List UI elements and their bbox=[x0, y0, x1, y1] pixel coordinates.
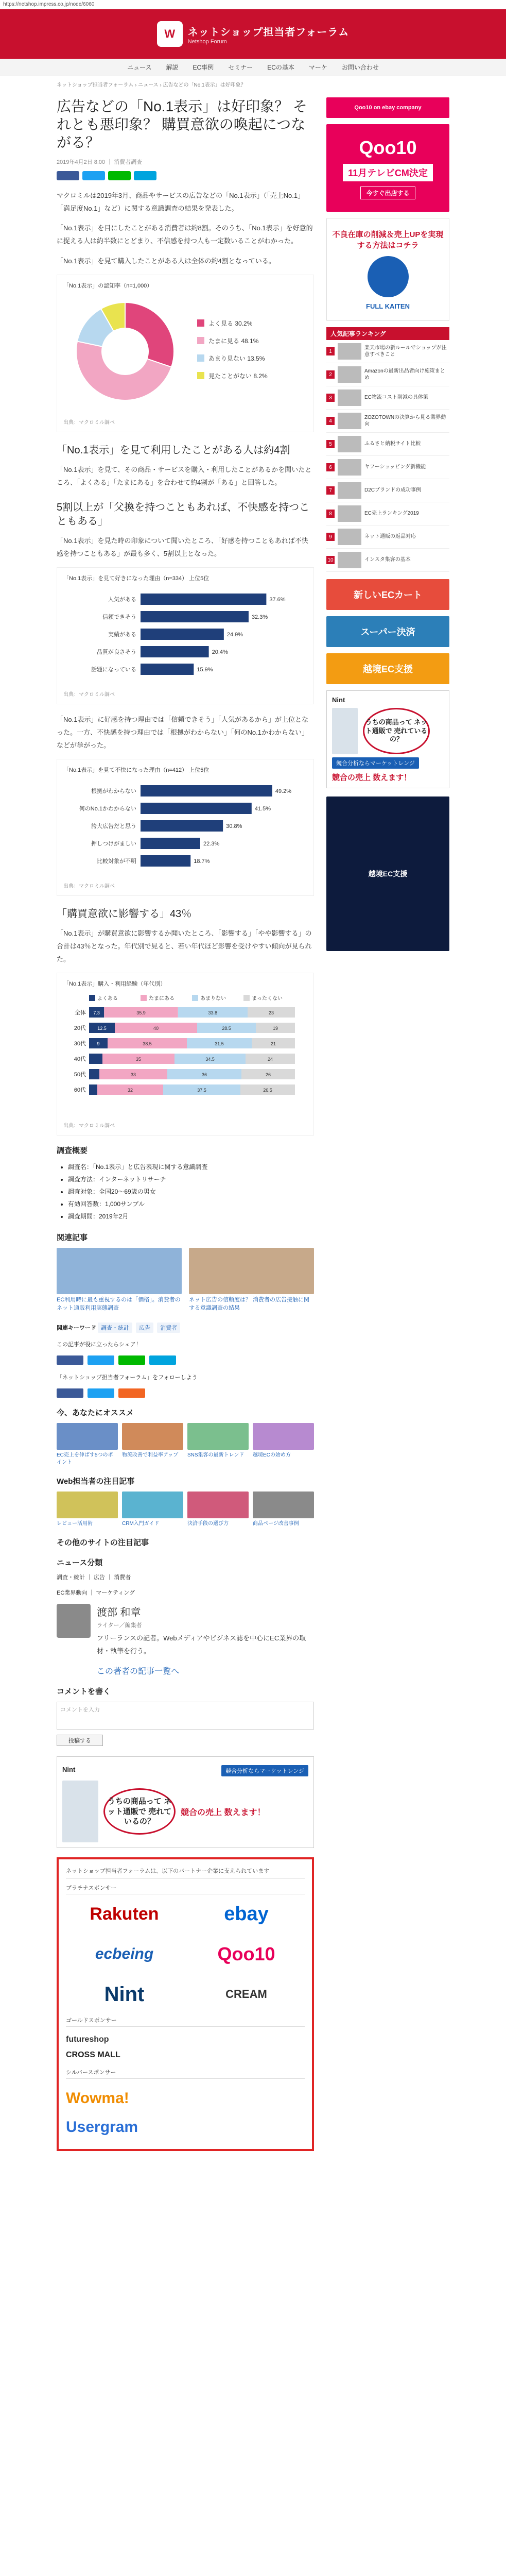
intro-paragraph: 「No.1表示」を目にしたことがある消費者は約8割。そのうち、「No.1表示」を好意的に捉える人は約半数にとどまり、不信感を持つ人も一定数いることがわかった。 bbox=[57, 224, 313, 245]
chart-title: 「No.1表示」を見て不快になった理由（n=412） 上位5位 bbox=[63, 767, 210, 774]
related-title[interactable]: ネット広告の信頼度は？ 消費者の広告接触に関する意識調査の結果 bbox=[189, 1297, 310, 1311]
legend-label: よく見る 30.2% bbox=[208, 320, 253, 328]
bar bbox=[141, 646, 209, 657]
partner-tier: プラチナスポンサー bbox=[66, 1884, 305, 1894]
legend-swatch bbox=[243, 995, 250, 1001]
site-name: ネットショップ担当者フォーラム bbox=[187, 26, 350, 38]
bar-value-label: 7.3 bbox=[93, 1010, 100, 1016]
ranking-thumb[interactable] bbox=[338, 505, 361, 522]
bar bbox=[141, 820, 223, 832]
section-heading: 5割以上が「父換を持つこともあれば、不快感を持つこともある」 bbox=[57, 501, 310, 527]
keyword-tag[interactable]: 消費者 bbox=[157, 1323, 180, 1333]
facebook-share-button[interactable] bbox=[57, 171, 79, 180]
bar-value-label: 30.8% bbox=[226, 823, 242, 830]
follow-row bbox=[57, 1388, 314, 1398]
legend-swatch bbox=[197, 319, 204, 327]
partner-heading: ネットショップ担当者フォーラムは、以下のパートナー企業に支えられています bbox=[66, 1867, 305, 1878]
keyword-tags bbox=[57, 1323, 314, 1333]
recommend-title[interactable]: 物流改善で利益率アップ bbox=[122, 1452, 179, 1459]
recommend-title[interactable]: CRM入門ガイド bbox=[122, 1521, 160, 1527]
recommend-card[interactable] bbox=[253, 1423, 314, 1466]
bar-category-label: 比較対象が不明 bbox=[97, 858, 136, 865]
nint-brand: Nint bbox=[62, 1765, 76, 1773]
bar-value-label: 49.2% bbox=[275, 788, 292, 795]
follow-prompt: 「ネットショップ担当者フォーラム」をフォローしよう bbox=[57, 1375, 198, 1381]
bar-value-label: 28.5 bbox=[222, 1026, 231, 1031]
section-paragraph: 「No.1表示」を見た時の印象について聞いたところ、「好感を持つこともあれば不快感を持つこともある」が最も多く、5割以上となった。 bbox=[57, 536, 308, 557]
comment-input[interactable]: コメントを入力 bbox=[57, 1702, 314, 1730]
legend-swatch bbox=[197, 337, 204, 344]
legend-swatch bbox=[197, 354, 204, 362]
share-prompt: この記事が役に立ったらシェア！ bbox=[57, 1342, 142, 1348]
bar-value-label: 31.5 bbox=[215, 1041, 224, 1047]
recommend-title[interactable]: 越境ECの始め方 bbox=[253, 1452, 291, 1459]
news-links-heading: ニュース分類 bbox=[57, 1558, 103, 1568]
related-title[interactable]: EC利用時に最も重視するのは「価格」。消費者のネット通販利用実態調査 bbox=[57, 1297, 181, 1311]
recommend-heading: Web担当者の注目記事 bbox=[57, 1477, 135, 1486]
line-share-button[interactable] bbox=[118, 1355, 145, 1365]
site-header bbox=[0, 9, 506, 59]
author-name[interactable]: 渡部 和章 bbox=[97, 1607, 141, 1619]
chart-title: 「No.1表示」購入・利用経験（年代別） bbox=[63, 981, 166, 988]
survey-item: • 調査期間：2019年2月 bbox=[68, 1210, 314, 1223]
ranking-item[interactable]: 4 ZOZOTOWNの決算から見る業界動向 bbox=[326, 410, 449, 433]
hatena-share-button[interactable] bbox=[134, 171, 156, 180]
nint-ad-inline[interactable] bbox=[57, 1756, 314, 1848]
fullkaiten-logo: FULL KAITEN bbox=[366, 302, 410, 310]
ranking-thumb[interactable] bbox=[338, 389, 361, 406]
recommend-heading: 今、あなたにオススメ bbox=[57, 1409, 134, 1418]
partner-logo[interactable]: Nint bbox=[104, 1982, 145, 2006]
survey-list bbox=[57, 1161, 314, 1223]
recommend-grid bbox=[57, 1423, 314, 1466]
chart-title: 「No.1表示」の認知率（n=1,000） bbox=[63, 283, 153, 290]
bar-category-label: 40代 bbox=[74, 1056, 86, 1063]
ranking-thumb[interactable] bbox=[338, 436, 361, 452]
section-paragraph: 「No.1表示」に好感を持つ理由では「信頼できそう」「人気があるから」が上位となった。一方、不快感を持つ理由では「根拠がわからない」「何のNo.1かわからない」などが挙がった。 bbox=[57, 716, 308, 749]
section-paragraph: 「No.1表示」が購買意欲に影響するか聞いたところ、「影響する」「やや影響する」の合計は43％となった。年代別で見ると、若い年代ほど影響を受けやすい傾向が見られた。 bbox=[57, 929, 312, 963]
author-box bbox=[57, 1604, 314, 1676]
bar-value-label: 21 bbox=[270, 1041, 276, 1047]
sidebar-banner[interactable]: 新しいECカート bbox=[326, 579, 449, 610]
comment-heading: コメントを書く bbox=[57, 1687, 111, 1697]
fullkaiten-copy: 不良在庫の削減＆売上UPを実現する方法はコチラ bbox=[332, 230, 444, 250]
related-thumb[interactable] bbox=[57, 1248, 182, 1294]
ranking-block bbox=[326, 327, 449, 572]
facebook-share-button[interactable] bbox=[57, 1355, 83, 1365]
survey-item: • 調査名：「No.1表示」と広告表現に関する意識調査 bbox=[68, 1161, 314, 1173]
line-share-button[interactable] bbox=[108, 171, 131, 180]
bar-chart-box bbox=[57, 567, 314, 704]
related-card[interactable] bbox=[57, 1248, 182, 1312]
nint-illustration bbox=[332, 708, 358, 754]
recommend-thumb[interactable] bbox=[57, 1423, 118, 1450]
bar-value-label: 35.9 bbox=[136, 1010, 146, 1016]
bar-category-label: 信頼できそう bbox=[102, 614, 136, 621]
bar-value-label: 26.5 bbox=[263, 1088, 272, 1093]
bar-category-label: 話題になっている bbox=[91, 667, 136, 673]
qoo10-cta-button[interactable]: 今すぐ出店する bbox=[360, 187, 415, 199]
bar-value-label: 22.3% bbox=[203, 841, 220, 848]
global-nav bbox=[0, 59, 506, 76]
nav-item[interactable]: ニュース bbox=[127, 64, 152, 71]
partner-logos bbox=[66, 1900, 305, 2009]
intro-paragraph: マクロミルは2019年3月、商品やサービスの広告などの「No.1表示」（「売上No.1」「満足度No.1」など）に関する意識調査の結果を発表した。 bbox=[57, 192, 305, 212]
legend-label: たまに見る 48.1% bbox=[208, 337, 259, 345]
bar-value-label: 32 bbox=[127, 1088, 133, 1093]
recommend-thumb[interactable] bbox=[122, 1492, 183, 1518]
nint-copy: うちの商品って ネット通販で 売れているの？ bbox=[103, 1788, 176, 1835]
stacked-bar-segment bbox=[89, 1084, 97, 1095]
partner-tier: ゴールドスポンサー bbox=[66, 2016, 305, 2027]
nav-item[interactable]: マーケ bbox=[308, 64, 327, 71]
bar-category-label: 60代 bbox=[74, 1087, 86, 1094]
legend-label: たまにある bbox=[149, 996, 175, 1002]
bar-value-label: 35 bbox=[135, 1057, 142, 1062]
ranking-thumb[interactable] bbox=[338, 366, 361, 383]
article-meta: 2019年4月2日 8:00 ｜ 消費者調査 bbox=[57, 159, 143, 165]
pie-chart bbox=[63, 294, 305, 412]
bar-value-label: 20.4% bbox=[212, 649, 228, 656]
recommend-title[interactable]: レビュー活用術 bbox=[57, 1521, 93, 1527]
ranking-item[interactable]: 8 EC売上ランキング2019 bbox=[326, 502, 449, 526]
partner-logo[interactable]: futureshop bbox=[66, 2035, 109, 2044]
related-card[interactable] bbox=[189, 1248, 314, 1312]
ranking-heading: 人気記事ランキング bbox=[326, 327, 449, 340]
bar bbox=[141, 803, 252, 814]
bar-value-label: 40 bbox=[153, 1026, 159, 1031]
nint-copy2: 競合の売上 数えます！ bbox=[332, 773, 412, 782]
bar-value-label: 38.5 bbox=[143, 1041, 152, 1047]
ranking-thumb[interactable] bbox=[338, 459, 361, 476]
fullkaiten-mascot-icon bbox=[368, 256, 409, 297]
bar-category-label: 20代 bbox=[74, 1025, 86, 1032]
breadcrumb[interactable]: ネットショップ担当者フォーラム › ニュース › 広告などの「No.1表示」は好印象？ bbox=[57, 82, 246, 88]
bar-value-label: 15.9% bbox=[197, 667, 213, 673]
nint-brand: Nint bbox=[332, 696, 345, 704]
qoo10-logo: Qoo10 bbox=[359, 137, 417, 158]
chart-source: 出典：マクロミル調べ bbox=[63, 1123, 115, 1129]
bar bbox=[141, 855, 190, 867]
bar-value-label: 24.9% bbox=[226, 632, 243, 638]
nint-ad-sidebar[interactable] bbox=[326, 690, 449, 788]
legend-swatch bbox=[192, 995, 198, 1001]
keyword-heading: 関連キーワード bbox=[57, 1325, 96, 1332]
site-tagline: Netshop Forum bbox=[187, 38, 227, 45]
partner-logo[interactable]: ebay bbox=[224, 1903, 269, 1925]
ranking-item[interactable]: 9 ネット通販の返品対応 bbox=[326, 526, 449, 549]
pie-slice bbox=[125, 302, 174, 367]
recommend-thumb[interactable] bbox=[187, 1423, 249, 1450]
hatena-share-button[interactable] bbox=[149, 1355, 176, 1365]
legend-label: まったくない bbox=[252, 996, 283, 1002]
qoo10-sub: 11月テレビCM決定 bbox=[343, 164, 433, 181]
bar-value-label: 23 bbox=[268, 1010, 274, 1016]
partner-logo[interactable]: Qoo10 bbox=[217, 1943, 275, 1965]
recommend-title[interactable]: EC売上を伸ばす5つのポイント bbox=[57, 1452, 113, 1466]
section-paragraph: 「No.1表示」を見て、その商品・サービスを購入・利用したことがあるかを聞いたところ、「よくある」「たまにある」を合わせて約4割が「ある」と回答した。 bbox=[57, 466, 312, 487]
site-logo-icon[interactable]: W bbox=[157, 21, 183, 47]
nint-tag: 競合分析ならマーケットレンジ bbox=[332, 757, 419, 769]
bar-value-label: 41.5% bbox=[254, 806, 271, 812]
bar bbox=[141, 611, 249, 622]
legend-label: あまりない bbox=[200, 996, 226, 1002]
bar-category-label: 品質が良さそう bbox=[97, 649, 136, 656]
sidebar bbox=[326, 92, 449, 2172]
bar-category-label: 30代 bbox=[74, 1041, 86, 1047]
partner-logo[interactable]: Wowma! bbox=[66, 2090, 129, 2107]
bar-category-label: 何のNo.1かわからない bbox=[79, 806, 136, 812]
bar-value-label: 33 bbox=[130, 1072, 136, 1078]
bar-category-label: 全体 bbox=[75, 1010, 86, 1016]
bar-chart-box bbox=[57, 759, 314, 896]
partner-box bbox=[57, 1857, 314, 2151]
recommend-heading: その他のサイトの注目記事 bbox=[57, 1538, 149, 1548]
chart-source: 出典：マクロミル調べ bbox=[63, 884, 115, 890]
ranking-thumb[interactable] bbox=[338, 552, 361, 568]
related-articles bbox=[57, 1248, 314, 1312]
ranking-thumb[interactable] bbox=[338, 343, 361, 360]
partner-tier: シルバースポンサー bbox=[66, 2068, 305, 2079]
recommend-grid bbox=[57, 1492, 314, 1528]
legend-swatch bbox=[197, 372, 204, 379]
related-heading: 関連記事 bbox=[57, 1233, 88, 1243]
nint-illustration bbox=[62, 1781, 98, 1842]
bar-category-label: 誇大広告だと思う bbox=[91, 823, 136, 830]
recommend-card[interactable] bbox=[57, 1423, 118, 1466]
author-bio: フリーランスの記者。Webメディアやビジネス誌を中心にEC業界の取材・執筆を行う。 bbox=[97, 1634, 306, 1655]
news-links-row[interactable]: 調査・統計 ｜ 広告 ｜ 消費者 bbox=[57, 1574, 131, 1581]
sidebar-banner[interactable]: 越境EC支援 bbox=[326, 653, 449, 684]
ranking-item[interactable]: 1 楽天市場の新ルールでショップが注意すべきこと bbox=[326, 340, 449, 363]
share-row bbox=[57, 1355, 314, 1365]
stacked-chart-box bbox=[57, 973, 314, 1136]
sidebar-dark-ad[interactable]: 越境EC支援 bbox=[326, 796, 449, 951]
partner-logo[interactable]: Rakuten bbox=[90, 1904, 159, 1924]
ranking-item[interactable]: 7 D2Cブランドの成功事例 bbox=[326, 479, 449, 502]
legend-swatch bbox=[89, 995, 95, 1001]
article-title: 広告などの「No.1表示」は好印象？ それとも悪印象？ 購買意欲の喚起につながる？ bbox=[57, 98, 307, 150]
twitter-share-button[interactable] bbox=[88, 1355, 114, 1365]
author-articles-link[interactable]: この著者の記事一覧へ bbox=[97, 1667, 180, 1676]
nav-item[interactable]: EC事例 bbox=[193, 64, 214, 71]
recommend-thumb[interactable] bbox=[57, 1492, 118, 1518]
news-links-row[interactable]: EC業界動向 ｜ マーケティング bbox=[57, 1590, 135, 1597]
ranking-item[interactable]: 3 EC物流コスト削減の具体策 bbox=[326, 386, 449, 410]
author-role: ライター／編集者 bbox=[97, 1622, 142, 1629]
nav-item[interactable]: 解説 bbox=[166, 64, 179, 71]
avatar bbox=[57, 1604, 91, 1638]
qoo10-ad[interactable] bbox=[326, 124, 449, 212]
bar-category-label: 根拠がわからない bbox=[91, 788, 136, 795]
ranking-item[interactable]: 5 ふるさと納税サイト比較 bbox=[326, 433, 449, 456]
bar-value-label: 18.7% bbox=[194, 858, 210, 865]
ranking-thumb[interactable] bbox=[338, 482, 361, 499]
bar-category-label: 人気がある bbox=[108, 597, 136, 603]
recommend-thumb[interactable] bbox=[187, 1492, 249, 1518]
bar-category-label: 押しつけがましい bbox=[91, 841, 136, 848]
sidebar-banner[interactable]: スーパー決済 bbox=[326, 616, 449, 647]
recommend-card[interactable] bbox=[187, 1492, 249, 1528]
chart-source: 出典：マクロミル調べ bbox=[63, 692, 115, 698]
nav-item[interactable]: ECの基本 bbox=[267, 64, 294, 71]
nint-copy2: 競合の売上 数えます！ bbox=[181, 1808, 266, 1817]
article-main bbox=[57, 92, 314, 2172]
bar-value-label: 9 bbox=[97, 1041, 100, 1047]
partner-logo[interactable]: CROSS MALL bbox=[66, 2050, 120, 2060]
bar-value-label: 26 bbox=[265, 1072, 271, 1078]
chart-source: 出典：マクロミル調べ bbox=[63, 420, 115, 426]
recommend-title[interactable]: SNS集客の最新トレンド bbox=[187, 1452, 245, 1459]
keyword-tag[interactable]: 広告 bbox=[136, 1323, 153, 1333]
recommend-card[interactable] bbox=[57, 1492, 118, 1528]
survey-item: • 調査対象：全国20〜69歳の男女 bbox=[68, 1185, 314, 1198]
facebook-follow-button[interactable] bbox=[57, 1388, 83, 1398]
partner-logo[interactable]: CREAM bbox=[225, 1988, 267, 2001]
recommend-title[interactable]: 決済手段の選び方 bbox=[187, 1521, 229, 1527]
twitter-follow-button[interactable] bbox=[88, 1388, 114, 1398]
bar bbox=[141, 629, 224, 640]
bar bbox=[141, 664, 194, 675]
ranking-item[interactable]: 6 ヤフーショッピング新機能 bbox=[326, 456, 449, 479]
bar bbox=[141, 838, 200, 849]
keyword-tag[interactable]: 調査・統計 bbox=[98, 1323, 132, 1333]
ranking-thumb[interactable] bbox=[338, 413, 361, 429]
bar-chart-likes bbox=[63, 586, 305, 684]
legend-label: あまり見ない 13.5% bbox=[208, 355, 265, 363]
recommend-thumb[interactable] bbox=[253, 1492, 314, 1518]
site-logo-text[interactable] bbox=[188, 24, 349, 45]
partner-logo[interactable]: ecbeing bbox=[95, 1945, 154, 1963]
bar-value-label: 37.6% bbox=[269, 597, 286, 603]
legend-swatch bbox=[141, 995, 147, 1001]
intro-paragraph: 「No.1表示」を見て購入したことがある人は全体の約4割となっている。 bbox=[57, 257, 275, 265]
partner-logo[interactable]: Usergram bbox=[66, 2119, 138, 2136]
nav-item[interactable]: お問い合わせ bbox=[341, 64, 379, 71]
bar-value-label: 19 bbox=[272, 1026, 278, 1031]
section-heading: 「No.1表示」を見て利用したことがある人は約4割 bbox=[57, 445, 290, 456]
share-buttons bbox=[57, 171, 314, 180]
bar-value-label: 24 bbox=[267, 1057, 273, 1062]
twitter-share-button[interactable] bbox=[82, 171, 105, 180]
legend-label: 見たことがない 8.2% bbox=[208, 372, 268, 380]
chart-title: 「No.1表示」を見て好きになった理由（n=334） 上位5位 bbox=[63, 575, 210, 582]
pie-chart-box bbox=[57, 275, 314, 432]
sidebar-top-banner[interactable]: Qoo10 on ebay company bbox=[326, 97, 449, 118]
legend-label: よくある bbox=[97, 996, 118, 1002]
recommend-thumb[interactable] bbox=[122, 1423, 183, 1450]
survey-item: • 有効回答数：1,000サンプル bbox=[68, 1198, 314, 1210]
section-heading: 「購買意欲に影響する」43％ bbox=[57, 908, 192, 920]
recommend-card[interactable] bbox=[122, 1423, 183, 1466]
ranking-item[interactable]: 10 インスタ集客の基本 bbox=[326, 549, 449, 572]
bar-value-label: 12.5 bbox=[97, 1026, 107, 1031]
bar-value-label: 33.8 bbox=[208, 1010, 218, 1016]
bar-value-label: 32.3% bbox=[251, 614, 268, 621]
recommend-thumb[interactable] bbox=[253, 1423, 314, 1450]
nint-tag: 競合分析ならマーケットレンジ bbox=[221, 1765, 308, 1776]
ranking-thumb[interactable] bbox=[338, 529, 361, 545]
nav-item[interactable]: セミナー bbox=[228, 64, 253, 71]
stacked-bar-segment bbox=[89, 1054, 102, 1064]
bar-value-label: 37.5 bbox=[197, 1088, 206, 1093]
bar-value-label: 34.5 bbox=[205, 1057, 215, 1062]
recommend-card[interactable] bbox=[253, 1492, 314, 1528]
stacked-bar-chart bbox=[63, 992, 305, 1115]
bar-chart-dislikes bbox=[63, 778, 305, 876]
survey-item: • 調査方法：インターネットリサーチ bbox=[68, 1173, 314, 1185]
stacked-bar-segment bbox=[89, 1069, 99, 1079]
bar-value-label: 36 bbox=[201, 1072, 207, 1078]
fullkaiten-ad[interactable] bbox=[326, 218, 449, 321]
recommend-card[interactable] bbox=[187, 1423, 249, 1466]
nint-copy: うちの商品って ネット通販で 売れているの？ bbox=[363, 708, 430, 754]
comment-submit-button[interactable]: 投稿する bbox=[57, 1735, 103, 1746]
survey-heading: 調査概要 bbox=[57, 1146, 88, 1156]
related-thumb[interactable] bbox=[189, 1248, 314, 1294]
bar-category-label: 実績がある bbox=[108, 632, 136, 638]
rss-follow-button[interactable] bbox=[118, 1388, 145, 1398]
recommend-title[interactable]: 商品ページ改善事例 bbox=[253, 1521, 299, 1527]
bar-category-label: 50代 bbox=[74, 1072, 86, 1078]
recommend-card[interactable] bbox=[122, 1492, 183, 1528]
browser-url[interactable]: https://netshop.impress.co.jp/node/6060 bbox=[0, 0, 506, 9]
ranking-item[interactable]: 2 Amazonの最新出品者向け施策まとめ bbox=[326, 363, 449, 386]
bar bbox=[141, 785, 272, 796]
bar bbox=[141, 594, 266, 605]
